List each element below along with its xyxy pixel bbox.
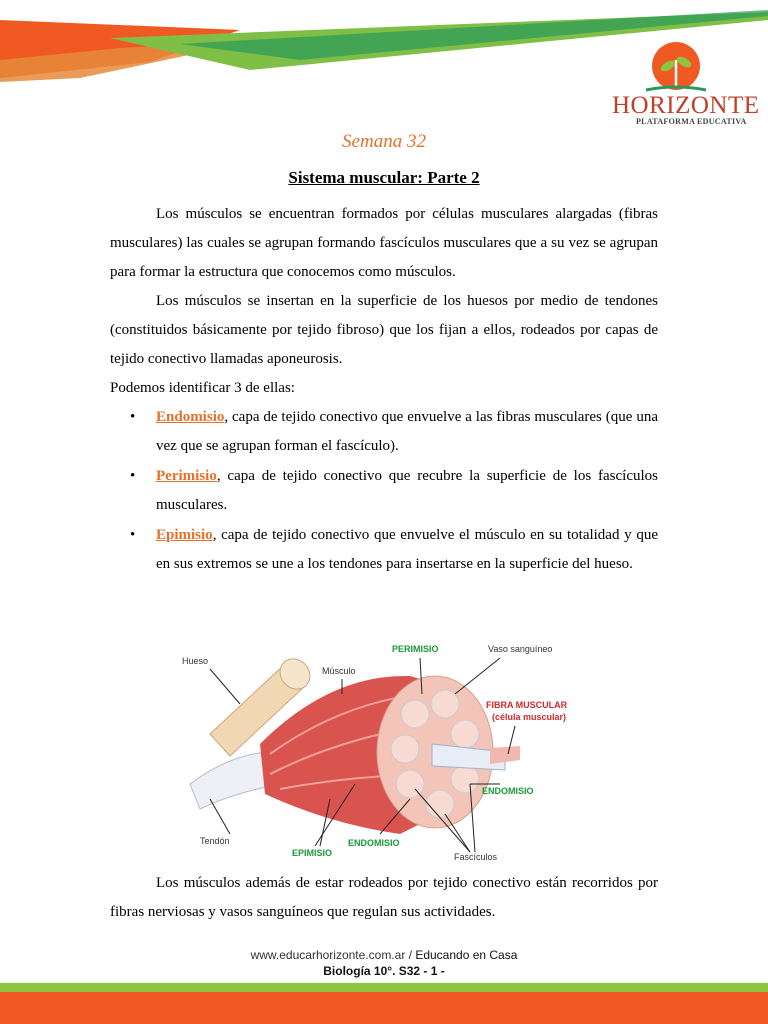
definition-endomisio: capa de tejido conectivo que envuelve a las fibras musculares (que una vez que se agrupan forman el fascículo). [156,409,658,454]
term-endomisio: Endomisio [156,409,225,425]
label-tendon: Tendón [200,836,230,846]
bullet-icon: • [130,468,136,484]
paragraph-fibers: Los músculos se encuentran formados por células musculares alargadas (fibras musculares) las cuales se agrupan formando fascículos musculares que a su vez se agrupan para formar la estructura que conocemos como músculos. [110,206,658,280]
footer-site [0,948,768,962]
definition-perimisio: capa de tejido conectivo que recubre la superficie de los fascículos musculares. [156,468,658,513]
label-hueso: Hueso [182,656,209,666]
definition-epimisio: capa de tejido conectivo que envuelve el músculo en su totalidad y que en sus extremos se une a los tendones para insertarse en la superficie del hueso. [156,527,658,572]
label-perimisio: PERIMISIO [392,644,439,654]
term-epimisio: Epimisio [156,527,213,543]
label-fasciculos: Fascículos [454,852,498,862]
term-perimisio: Perimisio [156,468,217,484]
footer-separator: / [405,948,416,962]
bullet-icon: • [130,409,136,425]
label-epimisio: EPIMISIO [292,848,333,858]
label-vaso: Vaso sanguíneo [488,644,553,654]
list-item-epimisio [110,521,658,579]
list-item-perimisio [110,462,658,520]
label-fibra: FIBRA MUSCULAR [486,700,568,710]
paragraph-intro-list: Podemos identificar 3 de ellas: [110,380,295,396]
label-celula: (célula muscular) [492,712,567,722]
week-heading: Semana 32 [342,131,426,152]
list-item-endomisio [110,403,658,461]
footer-brand: Educando en Casa [415,948,518,962]
logo-name: HORIZONTE [612,92,760,119]
footer-page-info: Biología 10°. S32 - 1 - [323,964,445,978]
separator: , [212,527,217,543]
label-endomisio-right: ENDOMISIO [482,786,534,796]
connective-layers-list [110,403,658,579]
separator: , [224,409,229,425]
paragraph-nerves: Los músculos además de estar rodeados por tejido conectivo están recorridos por fibras nerviosas y vasos sanguíneos que regulan sus actividades. [110,875,658,920]
paragraph-tendons: Los músculos se insertan en la superficie de los huesos por medio de tendones (constituidos básicamente por tejido fibroso) que los fijan a ellos, rodeados por capas de tejido conectivo llamadas aponeurosis. [110,293,658,367]
footer-url[interactable]: www.educarhorizonte.com.ar [250,948,406,962]
muscle-anatomy-figure [170,634,600,868]
logo-tagline: PLATAFORMA EDUCATIVA [636,117,747,126]
bullet-icon: • [130,527,136,543]
label-endomisio-bottom: ENDOMISIO [348,838,400,848]
page-title: Sistema muscular: Parte 2 [288,168,480,187]
footer-bar-orange [0,992,768,1024]
label-musculo: Músculo [322,666,356,676]
separator: , [216,468,221,484]
footer-bar-green [0,983,768,992]
